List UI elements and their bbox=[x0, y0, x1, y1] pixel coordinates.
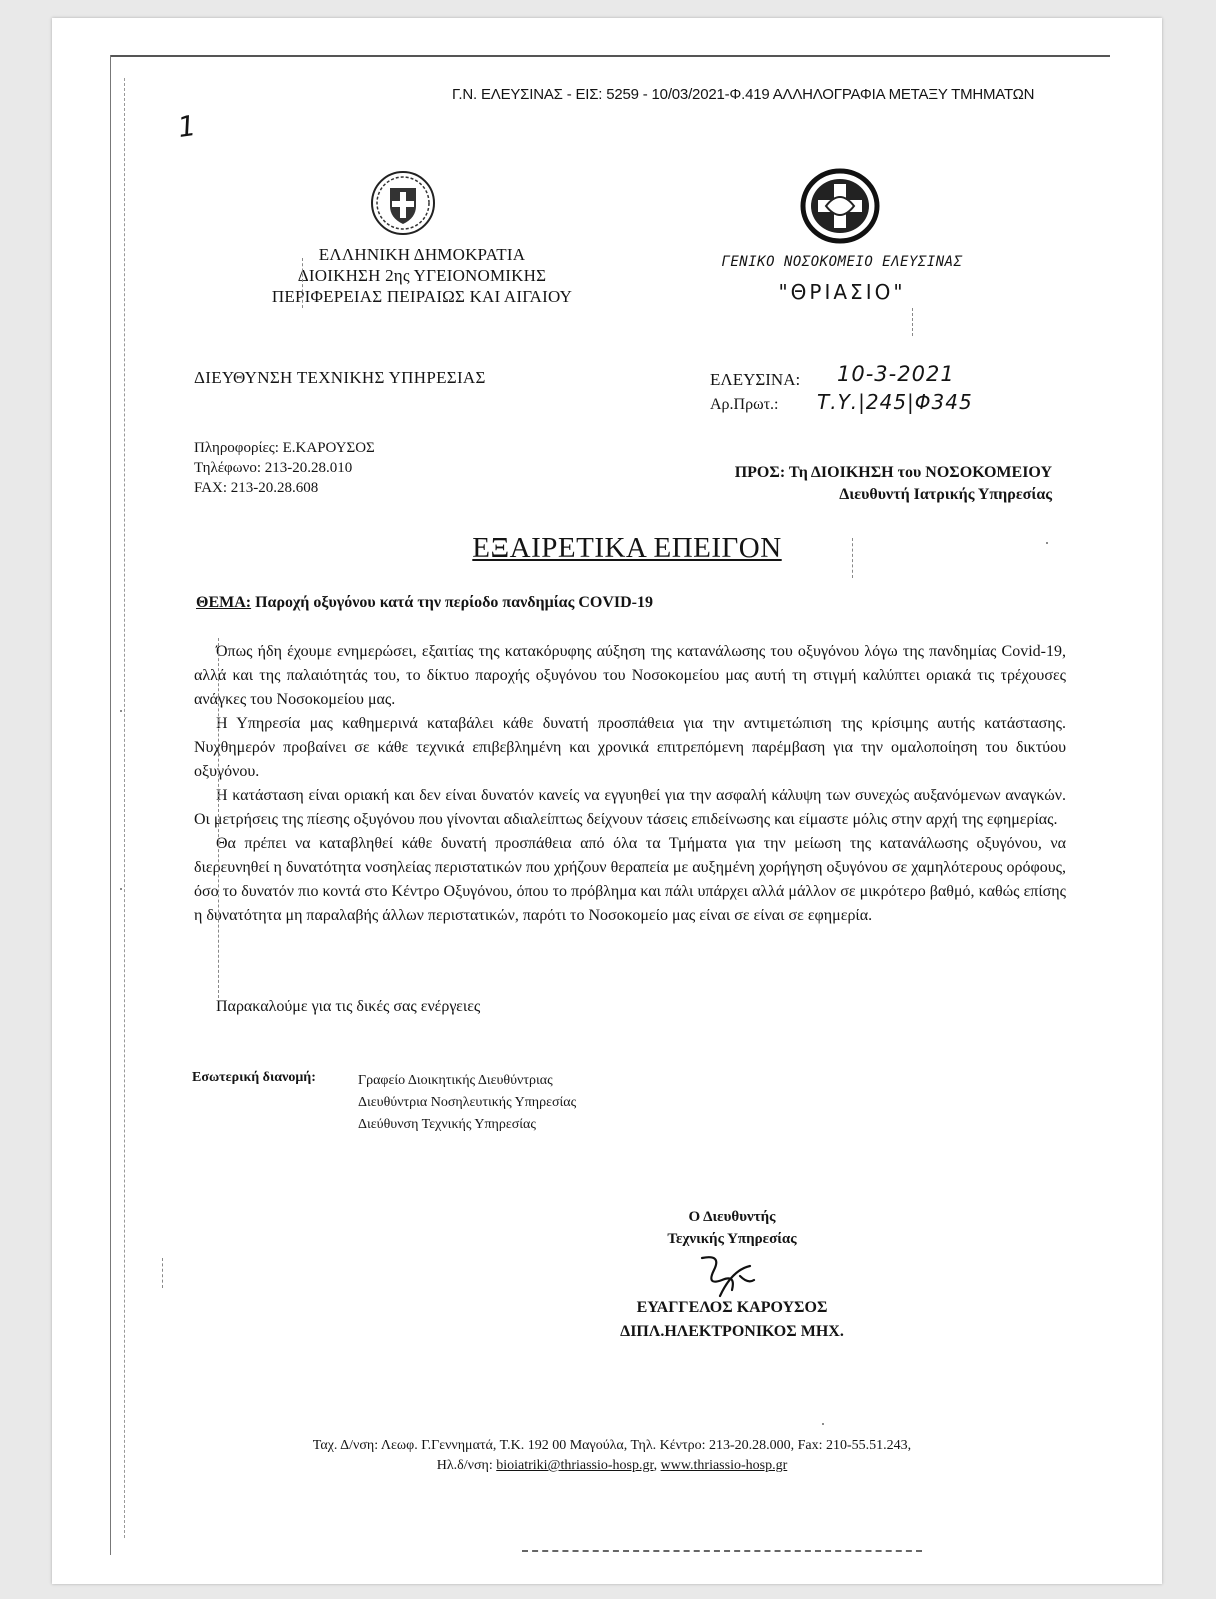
place-label: ΕΛΕΥΣΙΝΑ: bbox=[710, 370, 801, 389]
contact-info: Πληροφορίες: Ε.ΚΑΡΟΥΣΟΣ bbox=[194, 440, 375, 456]
signer-title-line: Ο Διευθυντής bbox=[688, 1209, 776, 1225]
letter-body bbox=[194, 640, 1066, 928]
recipient-line: ΠΡΟΣ: Τη ΔΙΟΙΚΗΣΗ του ΝΟΣΟΚΟΜΕΙΟΥ bbox=[734, 464, 1052, 481]
hospital-cross-seal-icon bbox=[800, 168, 880, 244]
scan-artifact bbox=[822, 1423, 824, 1425]
handwritten-date: 10-3-2021 bbox=[837, 362, 955, 386]
protocol-label: Αρ.Πρωτ.: bbox=[710, 396, 779, 413]
scan-artifact bbox=[852, 538, 853, 578]
signer-degree: ΔΙΠΛ.ΗΛΕΚΤΡΟΝΙΚΟΣ ΜΗΧ. bbox=[620, 1323, 844, 1340]
department-name: ΔΙΕΥΘΥΝΣΗ ΤΕΧΝΙΚΗΣ ΥΠΗΡΕΣΙΑΣ bbox=[194, 368, 486, 387]
scan-artifact bbox=[218, 638, 219, 998]
footer-website-link[interactable]: www.thriassio-hosp.gr bbox=[660, 1458, 788, 1473]
authority-line: ΕΛΛΗΝΙΚΗ ΔΗΜΟΚΡΑΤΙΑ bbox=[318, 245, 526, 264]
greek-coat-of-arms-icon bbox=[370, 170, 436, 236]
footer-contact-line: Ηλ.δ/νση: bioiatriki@thriassio-hosp.gr, www.thriassio-hosp.gr bbox=[436, 1458, 788, 1473]
subject-text: Παροχή οξυγόνου κατά την περίοδο πανδημίας COVID-19 bbox=[255, 594, 654, 611]
scan-border-top bbox=[110, 55, 1110, 57]
scan-artifact bbox=[120, 888, 122, 890]
distribution-item: Γραφείο Διοικητικής Διευθύντριας bbox=[358, 1073, 553, 1088]
distribution-list bbox=[358, 1070, 576, 1136]
scan-artifact bbox=[912, 308, 913, 336]
signer-title bbox=[612, 1206, 852, 1250]
contact-phone: Τηλέφωνο: 213-20.28.010 bbox=[194, 460, 353, 476]
scan-artifact bbox=[120, 710, 122, 712]
registration-reference: Γ.Ν. ΕΛΕΥΣΙΝΑΣ - ΕΙΣ: 5259 - 10/03/2021-Φ.419 ΑΛΛΗΛΟΓΡΑΦΙΑ ΜΕΤΑΞΥ ΤΜΗΜΑΤΩΝ bbox=[452, 86, 1035, 103]
body-paragraph: Όπως ήδη έχουμε ενημερώσει, εξαιτίας της κατακόρυφης αύξηση της κατανάλωσης του οξυγόνου λόγω της πανδημίας Covid-19, αλλά και της παλαιότητάς του, το δίκτυο παροχής οξυγόνου του Νοσοκομείου μας αυτή τη στιγμή καλύπτει οριακά τις τρέχουσες ανάγκες του Νοσοκομείου μας. bbox=[194, 643, 1066, 708]
distribution-item: Διευθύντρια Νοσηλευτικής Υπηρεσίας bbox=[358, 1095, 577, 1110]
subject-label: ΘΕΜΑ: bbox=[196, 594, 252, 611]
signer-name-block bbox=[552, 1296, 912, 1344]
authority-line: ΔΙΟΙΚΗΣΗ 2ης ΥΓΕΙΟΝΟΜΙΚΗΣ bbox=[297, 266, 547, 285]
handwritten-protocol-number: Τ.Υ.|245|Φ345 bbox=[817, 390, 973, 414]
scan-artifact bbox=[162, 1258, 163, 1288]
signer-name: ΕΥΑΓΓΕΛΟΣ ΚΑΡΟΥΣΟΣ bbox=[636, 1299, 828, 1316]
urgent-heading: ΕΞΑΙΡΕΤΙΚΑ ΕΠΕΙΓΟΝ bbox=[472, 532, 782, 564]
document-page bbox=[52, 18, 1162, 1584]
recipient-line: Διευθυντή Ιατρικής Υπηρεσίας bbox=[839, 486, 1052, 503]
body-paragraph: Θα πρέπει να καταβληθεί κάθε δυνατή προσπάθεια από όλα τα Τμήματα για την μείωση της κατανάλωσης οξυγόνου, να διερευνηθεί η δυνατότητα νοσηλείας περιστατικών που χρήζουν θεραπεία με αυξημένη χορήγηση οξυγόνου σε χαμηλότερους ορόφους, όσο το δυνατόν πιο κοντά στο Κέντρο Οξυγόνου, όπου το πρόβλημα και πάλι υπάρχει αλλά μάλλον σε μικρότερο βαθμό, καθώς επίσης η δυνατότητα μη παραλαβής άλλων περιστατικών, παρότι το Νοσοκομείο μας είναι σε είναι σε εφημερία. bbox=[194, 835, 1066, 924]
body-paragraph: Η κατάσταση είναι οριακή και δεν είναι δυνατόν κανείς να εγγυηθεί για την ασφαλή κάλυψη των συνεχώς αυξανόμενων αναγκών. Οι μετρήσεις της πίεσης οξυγόνου που γίνονται αδιαλείπτως δείχνουν τάσεις επιδείνωσης και είμαστε μόλις στην αρχή της εφημερίας. bbox=[194, 787, 1066, 828]
closing-line: Παρακαλούμε για τις δικές σας ενέργειες bbox=[216, 998, 481, 1015]
subject-line bbox=[196, 594, 653, 612]
footer-email-link[interactable]: bioiatriki@thriassio-hosp.gr bbox=[496, 1458, 654, 1473]
distribution-label: Εσωτερική διανομή: bbox=[192, 1070, 316, 1085]
footer-address-line: Ταχ. Δ/νση: Λεωφ. Γ.Γεννηματά, Τ.Κ. 192 00 Μαγούλα, Τηλ. Κέντρο: 213-20.28.000, Fax: 210-55.51.243, bbox=[312, 1438, 912, 1453]
scan-artifact bbox=[1046, 542, 1048, 544]
authority-line: ΠΕΡΙΦΕΡΕΙΑΣ ΠΕΙΡΑΙΩΣ ΚΑΙ ΑΙΓΑΙΟΥ bbox=[271, 287, 573, 306]
scan-artifact bbox=[302, 258, 303, 308]
issuing-authority bbox=[222, 244, 622, 307]
page-number-mark: 1 bbox=[175, 108, 199, 145]
scan-border-bottom bbox=[522, 1550, 922, 1552]
scan-border-inner bbox=[124, 78, 125, 1538]
body-paragraph: Η Υπηρεσία μας καθημερινά καταβάλει κάθε δυνατή προσπάθεια για την αντιμετώπιση της κρίσιμης αυτής κατάστασης. Νυχθημερόν προβαίνει σε κάθε τεχνικά επιβεβλημένη και χρονικά επιτρεπόμενη παρέμβαση για την ομαλοποίηση του δικτύου οξυγόνου. bbox=[194, 715, 1066, 780]
hospital-subtitle: "ΘΡΙΑΣΙΟ" bbox=[778, 280, 906, 304]
scan-border-left bbox=[110, 55, 111, 1555]
contact-fax: FAX: 213-20.28.608 bbox=[194, 480, 319, 496]
distribution-item: Διεύθυνση Τεχνικής Υπηρεσίας bbox=[358, 1117, 536, 1132]
recipient-block bbox=[632, 462, 1052, 506]
handwritten-signature bbox=[692, 1250, 762, 1300]
signer-title-line: Τεχνικής Υπηρεσίας bbox=[667, 1231, 797, 1247]
footer-address bbox=[172, 1436, 1052, 1476]
hospital-name: ΓΕΝΙΚΟ ΝΟΣΟΚΟΜΕΙΟ ΕΛΕΥΣΙΝΑΣ bbox=[721, 254, 963, 270]
footer-email-label: Ηλ.δ/νση: bbox=[436, 1458, 493, 1473]
contact-block bbox=[194, 438, 375, 498]
